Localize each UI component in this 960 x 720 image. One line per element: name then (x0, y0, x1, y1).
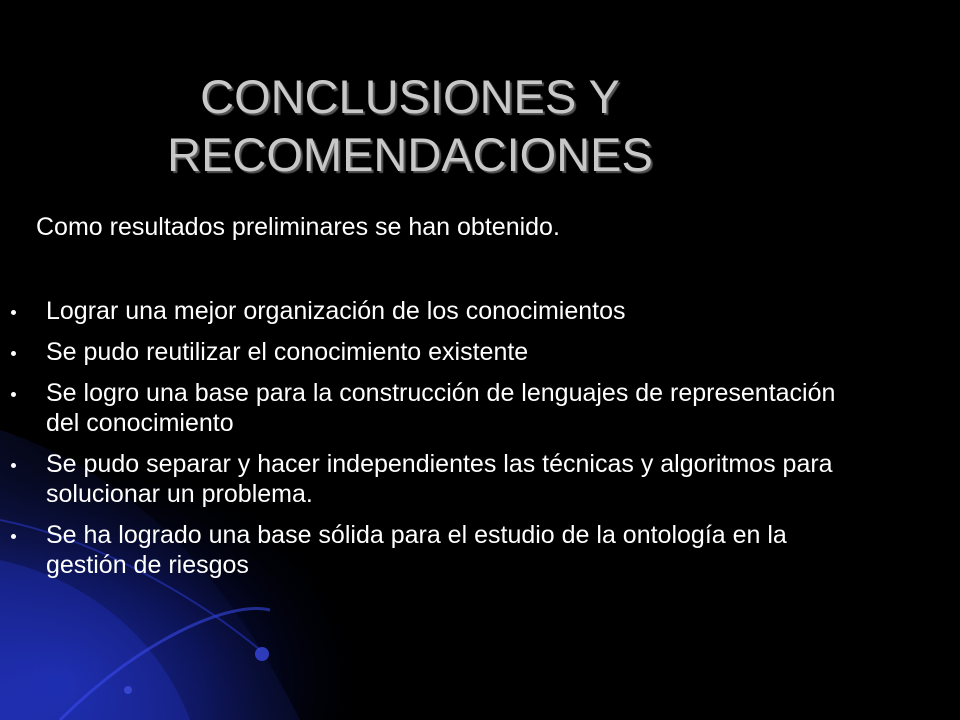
bullet-text: Se pudo separar y hacer independientes las técnicas y algoritmos para solucionar un problema. (46, 450, 833, 508)
slide-title (100, 68, 720, 184)
list-item (46, 296, 846, 326)
bullet-text: Se logro una base para la construcción de lenguajes de representación del conocimiento (46, 379, 836, 437)
title-line-2: RECOMENDACIONES (167, 128, 653, 181)
bullet-text: Se pudo reutilizar el conocimiento existente (46, 338, 529, 366)
bullet-dot-icon (11, 351, 16, 356)
bullet-text: Lograr una mejor organización de los conocimientos (46, 297, 626, 325)
list-item (46, 449, 846, 509)
bullet-list (46, 296, 846, 591)
list-item (46, 378, 846, 438)
bullet-dot-icon (11, 310, 16, 315)
bullet-dot-icon (11, 392, 16, 397)
bullet-text: Se ha logrado una base sólida para el estudio de la ontología en la gestión de riesgos (46, 521, 787, 579)
bullet-dot-icon (11, 534, 16, 539)
bullet-dot-icon (11, 463, 16, 468)
list-item (46, 337, 846, 367)
intro-text: Como resultados preliminares se han obtenido. (36, 213, 560, 241)
title-line-1: CONCLUSIONES Y (200, 70, 620, 123)
list-item (46, 520, 846, 580)
